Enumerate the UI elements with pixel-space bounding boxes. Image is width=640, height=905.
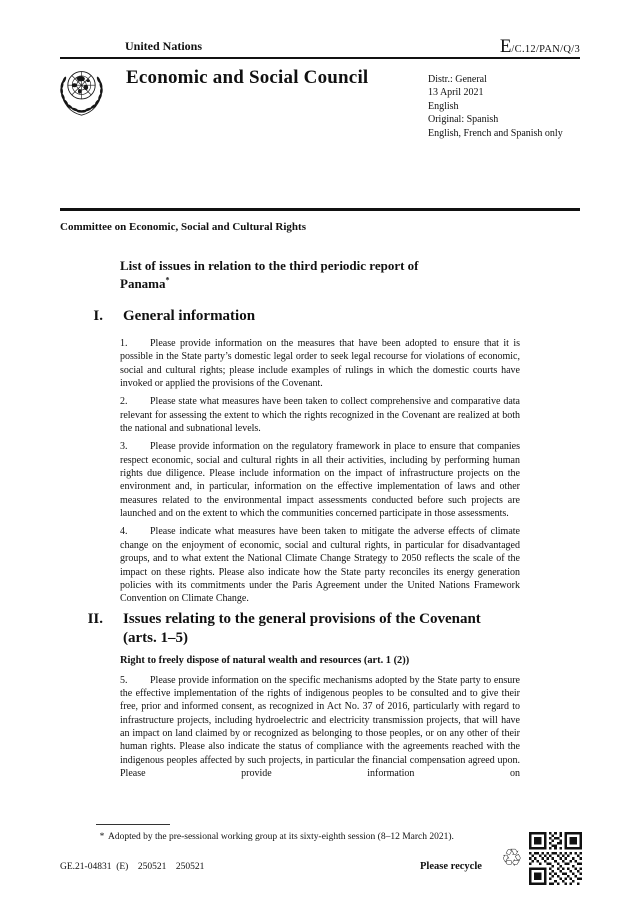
paragraph-number: 5. <box>120 674 128 686</box>
paragraph-5 <box>120 674 520 781</box>
paragraph-text: Please state what measures have been taken to collect comprehensive and comparative data relevant for assessing the extent to which the rights recognized in the Covenant are realized at both the national and subnational levels. <box>120 396 520 435</box>
un-emblem-icon <box>55 62 108 119</box>
document-symbol-series: E <box>499 36 512 57</box>
paragraph-number: 1. <box>120 338 128 349</box>
paragraph-text: Please indicate what measures have been taken to mitigate the adverse effects of climate change on the enjoyment of economic, social and cultural rights, in particular for disadvantaged groups, and to what extent the National Climate Change Strategy to 2050 reflects the scale of the impact on these rights. Please also indicate how the State party reconciles its energy generation policies with its commitments under the Paris Agreement under the United Nations Framework Convention on Climate Change. <box>120 526 520 605</box>
section-title-line-1: Issues relating to the general provisions of the Covenant <box>123 610 481 627</box>
document-title <box>120 257 520 292</box>
footnote-separator <box>96 824 170 825</box>
masthead-rule <box>60 57 580 59</box>
committee-name: Committee on Economic, Social and Cultural Rights <box>60 221 306 233</box>
title-line-1: List of issues in relation to the third periodic report of <box>120 258 419 273</box>
document-symbol-number: /C.12/PAN/Q/3 <box>511 44 580 55</box>
paragraph-text: Please provide information on the specific mechanisms adopted by the State party to ensure the effective implementation of the rights of indigenous peoples to be consulted and to give their free, prior and informed consent, as recognized in Act No. 37 of 2016, particularly with regard to infrastructure projects, including hydroelectric and electricity transmission projects, that will have an impact on land claimed by or recognized as belonging to those peoples, or on any other of their human rights. Please also indicate the status of compliance with the agreements reached with the indigenous peoples affected by such projects, in particular the financial compensation agreed upon. Please provide information on <box>120 674 520 779</box>
section-title-line-2: (arts. 1–5) <box>123 629 188 646</box>
article-subheading: Right to freely dispose of natural wealth and resources (art. 1 (2)) <box>120 654 410 666</box>
section-title <box>123 610 481 648</box>
section-numeral: II. <box>87 610 103 627</box>
distribution-line: Distr.: General <box>428 74 487 85</box>
org-name: United Nations <box>125 39 203 53</box>
recycle-label: Please recycle <box>420 861 482 872</box>
footnote-marker: * <box>99 832 105 842</box>
document-registration-code: GE.21-04831 (E) 250521 250521 <box>60 862 205 872</box>
separator-rule <box>60 208 580 211</box>
qr-code <box>529 832 582 885</box>
paragraph-number: 4. <box>120 526 128 538</box>
distribution-line: English <box>428 100 459 112</box>
footnote-text: Adopted by the pre-sessional working group at its sixty-eighth session (8–12 March 2021). <box>108 832 454 842</box>
title-line-2: Panama* <box>120 275 170 291</box>
paragraph-number: 2. <box>120 396 128 408</box>
council-title: Economic and Social Council <box>126 67 369 88</box>
distribution-line: 13 April 2021 <box>428 87 484 99</box>
footnote <box>96 831 516 843</box>
document-symbol <box>500 36 580 58</box>
paragraph-2 <box>120 395 520 435</box>
paragraph-4 <box>120 525 520 605</box>
paragraph-3 <box>120 440 520 520</box>
recycle-icon: ♲ <box>501 844 523 872</box>
paragraph-text: Please provide information on the measures that have been adopted to ensure that it is possible in the State party’s domestic legal order to seek legal recourse for violations of economic, social and cultural rights; please include examples of rulings in which the domestic courts have invoked or applied the provisions of the Covenant. <box>120 338 520 390</box>
distribution-line: English, French and Spanish only <box>428 127 563 139</box>
section-heading-ii <box>60 610 520 648</box>
paragraph-number: 3. <box>120 441 128 453</box>
document-content <box>60 221 520 780</box>
distribution-block <box>428 73 563 140</box>
paragraph-1 <box>120 337 520 390</box>
section-numeral: I. <box>93 308 103 324</box>
paragraph-text: Please provide information on the regulatory framework in place to ensure that companies respect economic, social and cultural rights in all their activities, including by performing human rights due diligence. Please include information on the impact of infrastructure projects on the environment and, in particular, information on the effective implementation of laws and other measures related to the environmental impact assessments conducted before such projects are launched and on the extent to which the communities concerned participate in those assessments. <box>120 441 520 520</box>
distribution-line: Original: Spanish <box>428 114 499 126</box>
section-title: General information <box>123 308 256 324</box>
title-footnote-marker: * <box>165 275 170 285</box>
section-heading-i <box>60 307 520 326</box>
